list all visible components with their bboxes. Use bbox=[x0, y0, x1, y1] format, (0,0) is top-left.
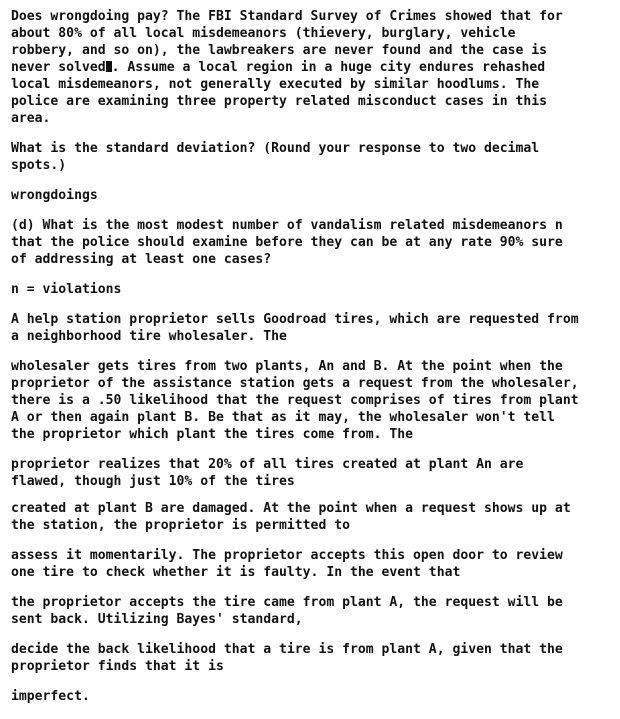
tire-paragraph-8: imperfect. bbox=[11, 689, 90, 704]
question-d: (d) What is the most modest number of vandalism related misdemeanors n that the police should examine before they can be at any rate 90% sure of addressing at least one cases? bbox=[11, 218, 563, 267]
tire-paragraph-3: proprietor realizes that 20% of all tires created at plant An are flawed, though just 10% of the tires bbox=[11, 457, 524, 489]
wrongdoings-unit-label: wrongdoings bbox=[11, 188, 98, 203]
tire-paragraph-6: the proprietor accepts the tire came from plant A, the request will be sent back. Utilizing Bayes' standard, bbox=[11, 595, 563, 627]
tire-paragraph-1: A help station proprietor sells Goodroad tires, which are requested from a neighborhood tire wholesaler. The bbox=[11, 312, 579, 344]
tire-paragraph-2: wholesaler gets tires from two plants, An and B. At the point when the proprietor of the assistance station gets a request from the wholesaler, there is a .50 likelihood that the request comprises of tires from plant A or then again plant B. Be that as it may, the wholesaler won't tell the proprietor which plant the tires come from. The bbox=[11, 359, 579, 442]
tire-paragraph-4: created at plant B are damaged. At the point when a request shows up at the station, the proprietor is permitted to bbox=[11, 501, 571, 533]
document-body bbox=[11, 8, 611, 705]
tire-paragraph-7: decide the back likelihood that a tire is from plant A, given that the proprietor finds that it is bbox=[11, 642, 563, 674]
tire-paragraph-5: assess it momentarily. The proprietor accepts this open door to review one tire to check whether it is faulty. In the event that bbox=[11, 548, 563, 580]
std-deviation-question: What is the standard deviation? (Round your response to two decimal spots.) bbox=[11, 141, 540, 173]
intro-text-end: . Assume a local region in a huge city endures rehashed local misdemeanors, not generally executed by similar hoodlums. The police are examining three property related misconduct cases in this area. bbox=[11, 60, 548, 126]
n-violations-label: n = violations bbox=[11, 282, 122, 297]
intro-text-start: Does wrongdoing pay? The FBI Standard Survey of Crimes showed that for about 80% of all local misdemeanors (thievery, burglary, vehicle robbery, and so on), the lawbreakers are never found and the case is never solved bbox=[11, 9, 563, 75]
intro-paragraph bbox=[11, 8, 611, 127]
